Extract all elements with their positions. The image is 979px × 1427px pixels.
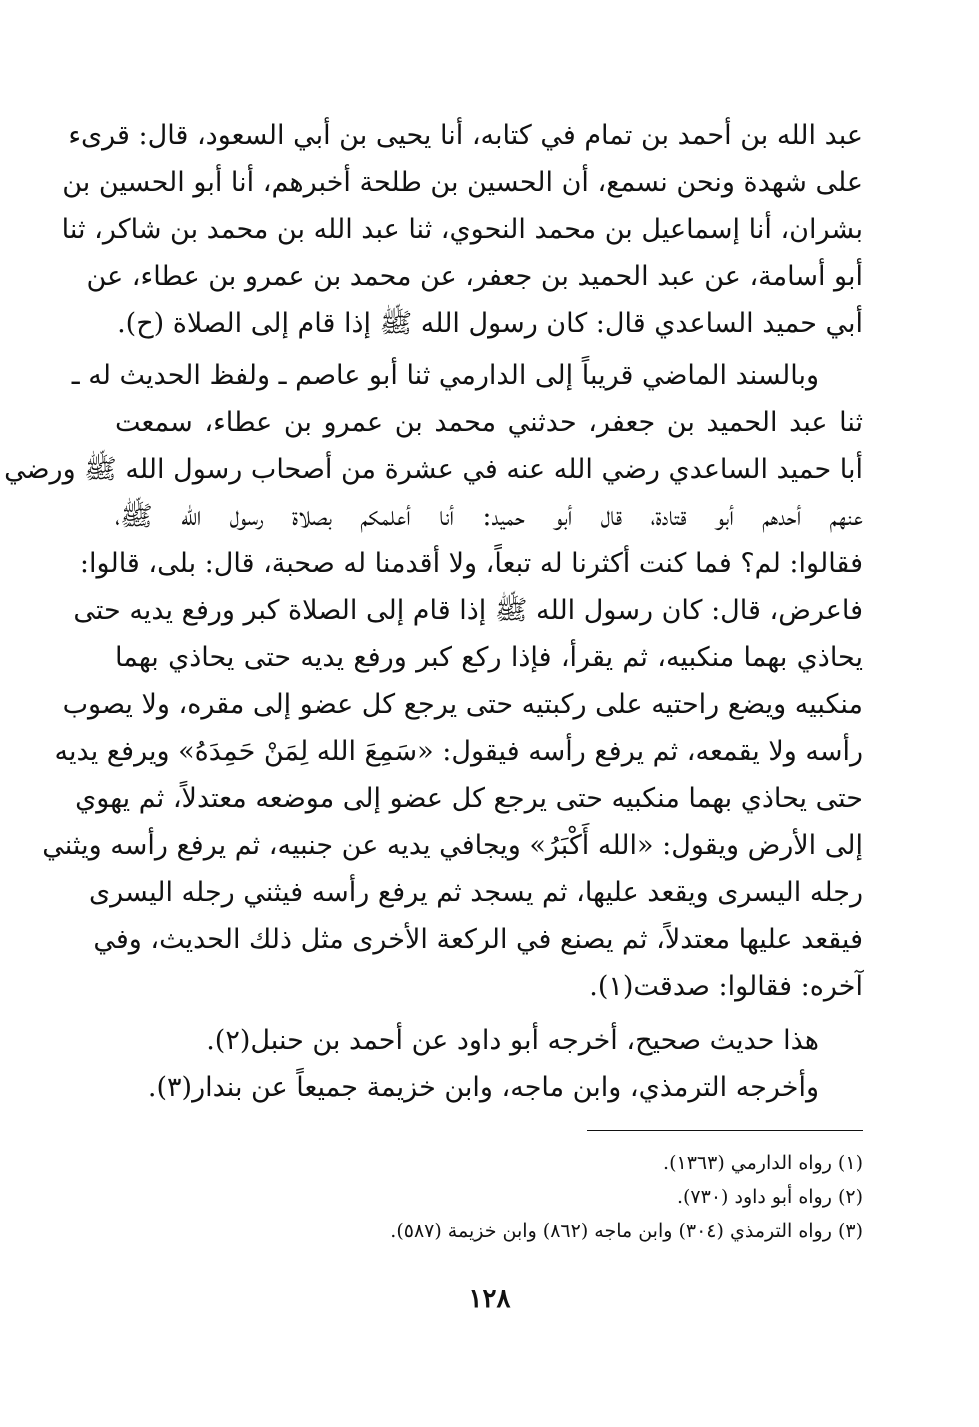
page-number: ١٢٨ (468, 1284, 511, 1314)
text-line: رأسه ولا يقمعه، ثم يرفع رأسه فيقول: «سَمِعَ الله لِمَنْ حَمِدَهُ» ويرفع يديه (54, 736, 863, 767)
footnote-item: (٣) رواه الترمذي (٣٠٤) وابن ماجه (٨٦٢) وابن خزيمة (٥٨٧). (390, 1220, 863, 1242)
text-line: هذا حديث صحيح، أخرجه أبو داود عن أحمد بن حنبل(٢). (206, 1025, 819, 1056)
footnote-divider (587, 1130, 863, 1131)
text-line: عبد الله بن أحمد بن تمام في كتابه، أنا يحيى بن أبي السعود، قال: قرىء (68, 120, 863, 151)
text-line: بشران، أنا إسماعيل بن محمد النحوي، ثنا عبد الله بن محمد بن شاكر، ثنا (61, 214, 863, 245)
text-line: إلى الأرض ويقول: «الله أَكْبَرُ» ويجافي يديه عن جنبيه، ثم يرفع رأسه ويثني (42, 830, 863, 861)
text-line: حتى يحاذي بهما منكبيه حتى يرجع كل عضو إلى موضعه معتدلاً، ثم يهوي (75, 783, 863, 814)
text-line: أبا حميد الساعدي رضي الله عنه في عشرة من أصحاب رسول الله ﷺ ورضي (4, 454, 863, 485)
text-line: آخره: فقالوا: صدقت(١). (589, 971, 863, 1002)
text-line: منكبيه ويضع راحتيه على ركبتيه حتى يرجع كل عضو إلى مقره، ولا يصوب (62, 689, 863, 720)
paragraph-hadith (4, 352, 863, 1010)
text-line: ثنا عبد الحميد بن جعفر، حدثني محمد بن عمرو بن عطاء، سمعت (115, 407, 863, 438)
text-line: فاعرض، قال: كان رسول الله ﷺ إذا قام إلى الصلاة كبر ورفع يديه حتى (73, 595, 863, 626)
paragraph-isnad (61, 112, 863, 347)
text-line: رجله اليسرى ويقعد عليها، ثم يسجد ثم يرفع رأسه فيثني رجله اليسرى (88, 877, 863, 908)
text-line: وبالسند الماضي قريباً إلى الدارمي ثنا أبو عاصم ـ ولفظ الحديث له ـ (71, 360, 819, 391)
paragraph-takhrij (115, 1064, 863, 1111)
footnote-item: (١) رواه الدارمي (١٣٦٣). (663, 1152, 863, 1174)
text-line: فيقعد عليها معتدلاً، ثم يصنع في الركعة الأخرى مثل ذلك الحديث، وفي (93, 924, 863, 955)
text-line: أبي حميد الساعدي قال: كان رسول الله ﷺ إذا قام إلى الصلاة (ح). (117, 308, 863, 339)
text-line: يحاذي بهما منكبيه، ثم يقرأ، فإذا ركع كبر ورفع يديه حتى يحاذي بهما (115, 642, 863, 673)
paragraph-grading (115, 1017, 863, 1064)
footnotes (115, 1146, 863, 1248)
text-line: عنهم أحدهم أبو قتادة، قال أبو حميد: أنا أعلمكم بصلاة رسول الله ﷺ، (115, 501, 863, 532)
text-line: على شهدة ونحن نسمع، أن الحسين بن طلحة أخبرهم، أنا أبو الحسين بن (62, 167, 863, 198)
text-line: فقالوا: لم؟ فما كنت أكثرنا له تبعاً، ولا أقدمنا له صحبة، قال: بلى، قالوا: (79, 548, 863, 579)
text-line: أبو أسامة، عن عبد الحميد بن جعفر، عن محمد بن عمرو بن عطاء، عن (86, 261, 863, 292)
footnote-item: (٢) رواه أبو داود (٧٣٠). (676, 1186, 863, 1208)
text-line: وأخرجه الترمذي، وابن ماجه، وابن خزيمة جميعاً عن بندار(٣). (147, 1072, 819, 1103)
